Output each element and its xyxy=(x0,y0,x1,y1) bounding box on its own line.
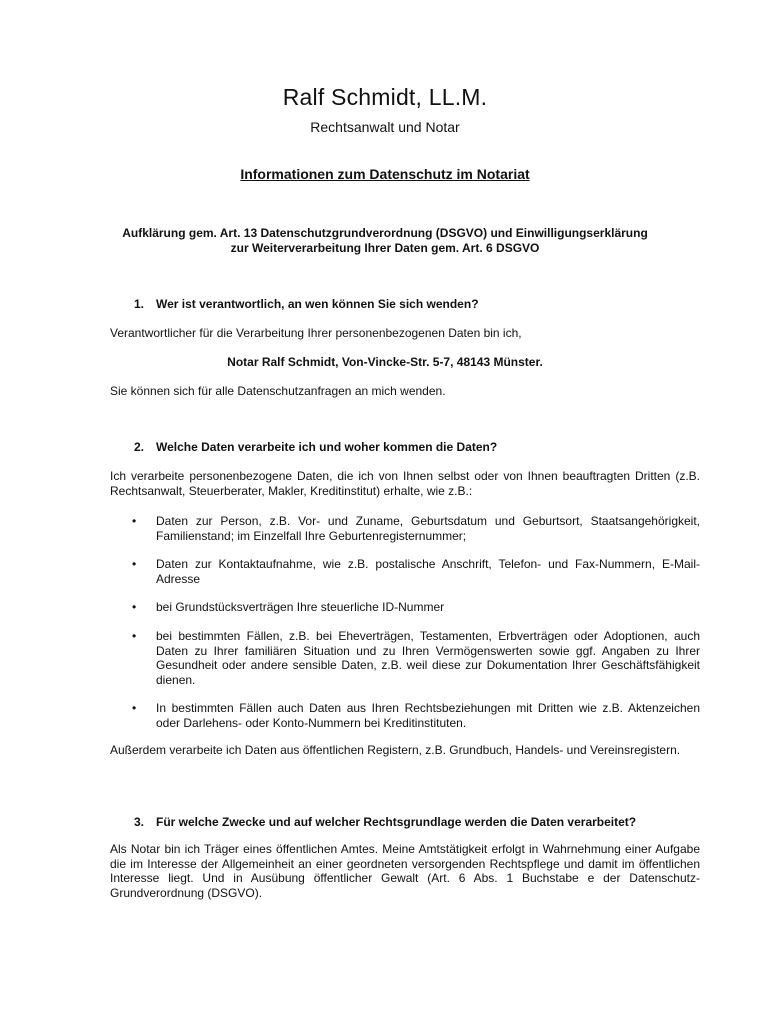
section-2-paragraph: Ich verarbeite personenbezogene Daten, die ich von Ihnen selbst oder von Ihnen beauftragten Dritten (z.B. Rechtsanwalt, Steuerberater, Makler, Kreditinstitut) erhalte, wie z.B.: xyxy=(110,469,700,498)
section-2-number: 2. xyxy=(134,440,145,454)
list-item: bei bestimmten Fällen, z.B. bei Eheverträgen, Testamenten, Erbverträgen oder Adoptionen, auch Daten zu Ihrer familiären Situation und zu Ihren Vermögenswerten sowie ggf. Angaben zu Ihrer Gesundheit oder andere sensible Daten, z.B. weil diese zur Dokumentation Ihrer Geschäftsfähigkeit dienen. xyxy=(156,629,700,687)
section-1-heading xyxy=(134,297,479,312)
bullet-icon: • xyxy=(132,600,137,614)
section-3-heading xyxy=(134,815,636,830)
intro-line-2: zur Weiterverarbeitung Ihrer Daten gem. Art. 6 DSGVO xyxy=(230,241,540,255)
author-profession: Rechtsanwalt und Notar xyxy=(310,119,460,135)
bullet-icon: • xyxy=(132,514,137,528)
author-name: Ralf Schmidt, LL.M. xyxy=(282,84,488,110)
intro-statement xyxy=(90,226,680,256)
section-1-paragraph: Verantwortlicher für die Verarbeitung Ihrer personenbezogenen Daten bin ich, xyxy=(110,326,522,340)
bullet-icon: • xyxy=(132,629,137,643)
section-3-title: Für welche Zwecke und auf welcher Rechtsgrundlage werden die Daten verarbeitet? xyxy=(156,815,637,829)
bullet-icon: • xyxy=(132,701,137,715)
intro-line-1: Aufklärung gem. Art. 13 Datenschutzgrundverordnung (DSGVO) und Einwilligungserklärung xyxy=(122,226,648,240)
section-3-paragraph: Als Notar bin ich Träger eines öffentlichen Amtes. Meine Amtstätigkeit erfolgt in Wahrnehmung einer Aufgabe die im Interesse der Allgemeinheit an einer geordneten versorgenden Rechtspflege und damit im öffentlichen Interesse liegt. Und in Ausübung öffentlicher Gewalt (Art. 6 Abs. 1 Buchstabe e der Datenschutz-Grundverordnung (DSGVO). xyxy=(110,842,700,900)
document-title: Informationen zum Datenschutz im Notariat xyxy=(240,166,530,182)
list-item: In bestimmten Fällen auch Daten aus Ihren Rechtsbeziehungen mit Dritten wie z.B. Aktenzeichen oder Darlehens- oder Konto-Nummern bei Kreditinstituten. xyxy=(156,701,700,730)
list-item: bei Grundstücksverträgen Ihre steuerliche ID-Nummer xyxy=(156,600,445,614)
bullet-icon: • xyxy=(132,557,137,571)
section-2-heading xyxy=(134,440,497,455)
list-item: Daten zur Person, z.B. Vor- und Zuname, Geburtsdatum und Geburtsort, Staatsangehörigkeit, Familienstand; im Einzelfall Ihre Geburtenregisternummer; xyxy=(156,514,700,543)
controller-address: Notar Ralf Schmidt, Von-Vincke-Str. 5-7, 48143 Münster. xyxy=(227,355,543,369)
section-1-number: 1. xyxy=(134,297,145,311)
list-item: Daten zur Kontaktaufnahme, wie z.B. postalische Anschrift, Telefon- und Fax-Nummern, E-Mail-Adresse xyxy=(156,557,700,586)
section-2-closing-paragraph: Außerdem verarbeite ich Daten aus öffentlichen Registern, z.B. Grundbuch, Handels- und Vereinsregistern. xyxy=(110,743,681,757)
section-1-contact-note: Sie können sich für alle Datenschutzanfragen an mich wenden. xyxy=(110,384,446,398)
section-3-number: 3. xyxy=(134,815,145,829)
section-2-title: Welche Daten verarbeite ich und woher kommen die Daten? xyxy=(156,440,498,454)
section-1-title: Wer ist verantwortlich, an wen können Sie sich wenden? xyxy=(156,297,479,311)
